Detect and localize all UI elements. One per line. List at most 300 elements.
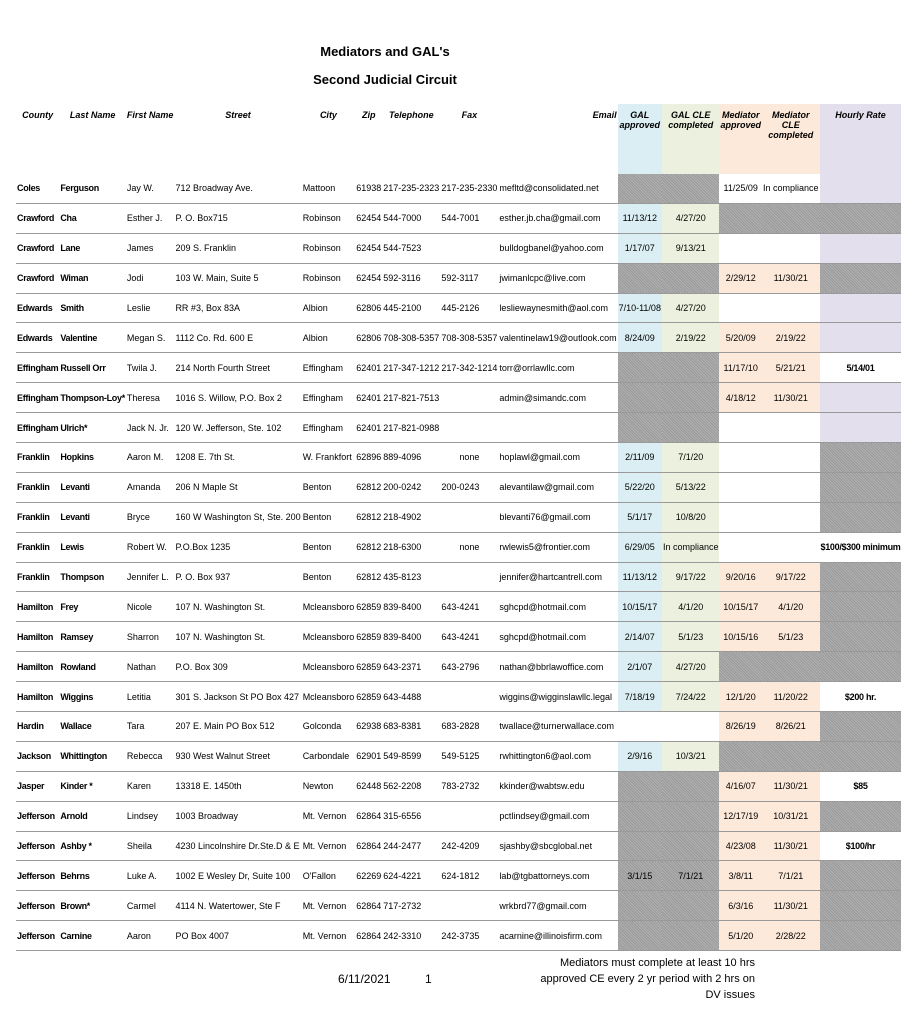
- table-row: [16, 413, 901, 443]
- cell-hourly-rate: [820, 443, 901, 473]
- cell-mediator-approved: 4/16/07: [719, 771, 762, 801]
- cell-gal-cle: [662, 891, 720, 921]
- cell-gal-approved: 6/29/05: [618, 532, 662, 562]
- cell-zip: 62812: [355, 472, 382, 502]
- cell-county: Franklin: [16, 443, 59, 473]
- cell-street: 103 W. Main, Suite 5: [174, 263, 301, 293]
- cell-telephone: 889-4096: [382, 443, 440, 473]
- cell-mediator-approved: 12/1/20: [719, 682, 762, 712]
- cell-first-name: Jack N. Jr.: [126, 413, 175, 443]
- cell-street: P.O.Box 1235: [174, 532, 301, 562]
- table-row: [16, 353, 901, 383]
- cell-gal-cle: [662, 771, 720, 801]
- cell-email: kkinder@wabtsw.edu: [498, 771, 617, 801]
- cell-city: Robinson: [302, 263, 356, 293]
- cell-first-name: Esther J.: [126, 203, 175, 233]
- cell-street: PO Box 4007: [174, 921, 301, 951]
- cell-gal-approved: 7/18/19: [618, 682, 662, 712]
- cell-city: Mt. Vernon: [302, 921, 356, 951]
- table-row: [16, 502, 901, 532]
- cell-gal-approved: [618, 383, 662, 413]
- cell-mediator-cle: [762, 652, 820, 682]
- cell-street: 209 S. Franklin: [174, 233, 301, 263]
- document-title: Mediators and GAL's: [320, 44, 450, 59]
- cell-gal-cle: 4/1/20: [662, 592, 720, 622]
- cell-fax: [440, 502, 498, 532]
- cell-street: 206 N Maple St: [174, 472, 301, 502]
- cell-first-name: Leslie: [126, 293, 175, 323]
- cell-mediator-cle: [762, 203, 820, 233]
- cell-gal-cle: [662, 712, 720, 742]
- cell-street: 107 N. Washington St.: [174, 592, 301, 622]
- cell-last-name: Levanti: [59, 502, 126, 532]
- cell-gal-approved: [618, 263, 662, 293]
- cell-last-name: Brown*: [59, 891, 126, 921]
- cell-zip: 62864: [355, 801, 382, 831]
- cell-zip: 62454: [355, 203, 382, 233]
- cell-telephone: 643-4488: [382, 682, 440, 712]
- cell-first-name: Luke A.: [126, 861, 175, 891]
- cell-county: Jasper: [16, 771, 59, 801]
- cell-fax: [440, 233, 498, 263]
- cell-mediator-cle: [762, 293, 820, 323]
- cell-fax: [440, 562, 498, 592]
- cell-email: lab@tgbattorneys.com: [498, 861, 617, 891]
- cell-gal-cle: [662, 174, 720, 203]
- cell-street: 107 N. Washington St.: [174, 622, 301, 652]
- cell-hourly-rate: [820, 383, 901, 413]
- cell-zip: 62859: [355, 592, 382, 622]
- cell-street: 1208 E. 7th St.: [174, 443, 301, 473]
- cell-county: Hamilton: [16, 682, 59, 712]
- table-row: [16, 263, 901, 293]
- cell-hourly-rate: [820, 502, 901, 532]
- cell-last-name: Frey: [59, 592, 126, 622]
- cell-last-name: Carnine: [59, 921, 126, 951]
- cell-gal-approved: 3/1/15: [618, 861, 662, 891]
- cell-mediator-approved: [719, 472, 762, 502]
- cell-last-name: Ashby *: [59, 831, 126, 861]
- table-row: [16, 293, 901, 323]
- cell-county: Jefferson: [16, 861, 59, 891]
- table-row: [16, 861, 901, 891]
- header-mediator-cle: Mediator CLE completed: [762, 104, 820, 174]
- cell-telephone: 839-8400: [382, 592, 440, 622]
- cell-hourly-rate: 5/14/01: [820, 353, 901, 383]
- cell-last-name: Kinder *: [59, 771, 126, 801]
- cell-gal-approved: 2/14/07: [618, 622, 662, 652]
- cell-fax: [440, 891, 498, 921]
- cell-mediator-cle: 11/30/21: [762, 891, 820, 921]
- cell-street: 930 West Walnut Street: [174, 741, 301, 771]
- cell-last-name: Rowland: [59, 652, 126, 682]
- cell-first-name: James: [126, 233, 175, 263]
- cell-telephone: 218-6300: [382, 532, 440, 562]
- cell-gal-approved: [618, 353, 662, 383]
- cell-county: Hamilton: [16, 592, 59, 622]
- cell-fax: 445-2126: [440, 293, 498, 323]
- cell-first-name: Aaron M.: [126, 443, 175, 473]
- cell-mediator-approved: [719, 203, 762, 233]
- cell-street: 214 North Fourth Street: [174, 353, 301, 383]
- cell-zip: 62812: [355, 562, 382, 592]
- cell-street: 160 W Washington St, Ste. 200: [174, 502, 301, 532]
- header-email: Email: [592, 110, 617, 120]
- cell-zip: 62938: [355, 712, 382, 742]
- cell-first-name: Rebecca: [126, 741, 175, 771]
- cell-hourly-rate: [820, 413, 901, 443]
- cell-last-name: Levanti: [59, 472, 126, 502]
- cell-mediator-cle: [762, 532, 820, 562]
- cell-mediator-approved: 11/17/10: [719, 353, 762, 383]
- cell-mediator-cle: 11/30/21: [762, 263, 820, 293]
- cell-county: Hamilton: [16, 622, 59, 652]
- header-zip: Zip: [361, 110, 376, 120]
- cell-county: Jefferson: [16, 921, 59, 951]
- cell-mediator-approved: 10/15/17: [719, 592, 762, 622]
- cell-email: rwhittington6@aol.com: [498, 741, 617, 771]
- cell-street: P. O. Box 937: [174, 562, 301, 592]
- cell-mediator-cle: [762, 233, 820, 263]
- cell-fax: 592-3117: [440, 263, 498, 293]
- cell-mediator-cle: 10/31/21: [762, 801, 820, 831]
- cell-fax: 708-308-5357: [440, 323, 498, 353]
- cell-gal-cle: 4/27/20: [662, 203, 720, 233]
- cell-county: Jefferson: [16, 801, 59, 831]
- cell-mediator-approved: [719, 233, 762, 263]
- table-row: [16, 682, 901, 712]
- cell-gal-cle: [662, 921, 720, 951]
- cell-county: Crawford: [16, 233, 59, 263]
- cell-email: valentinelaw19@outlook.com: [498, 323, 617, 353]
- cell-gal-cle: [662, 353, 720, 383]
- cell-city: Mattoon: [302, 174, 356, 203]
- cell-mediator-cle: 4/1/20: [762, 592, 820, 622]
- cell-last-name: Ulrich*: [59, 413, 126, 443]
- cell-last-name: Behrns: [59, 861, 126, 891]
- cell-mediator-approved: [719, 652, 762, 682]
- cell-mediator-approved: 9/20/16: [719, 562, 762, 592]
- cell-street: P.O. Box 309: [174, 652, 301, 682]
- cell-gal-approved: [618, 174, 662, 203]
- cell-hourly-rate: [820, 323, 901, 353]
- cell-first-name: Amanda: [126, 472, 175, 502]
- cell-first-name: Karen: [126, 771, 175, 801]
- table-row: [16, 801, 901, 831]
- cell-county: Jefferson: [16, 891, 59, 921]
- cell-last-name: Wallace: [59, 712, 126, 742]
- cell-city: Mt. Vernon: [302, 891, 356, 921]
- cell-hourly-rate: [820, 622, 901, 652]
- cell-gal-cle: 7/1/21: [662, 861, 720, 891]
- cell-last-name: Russell Orr: [59, 353, 126, 383]
- cell-telephone: 200-0242: [382, 472, 440, 502]
- cell-mediator-cle: [762, 443, 820, 473]
- cell-zip: 62454: [355, 263, 382, 293]
- cell-fax: [440, 383, 498, 413]
- cell-email: blevanti76@gmail.com: [498, 502, 617, 532]
- cell-telephone: 445-2100: [382, 293, 440, 323]
- cell-hourly-rate: $100/hr: [820, 831, 901, 861]
- header-first-name: First Name: [126, 110, 174, 120]
- cell-gal-cle: [662, 801, 720, 831]
- cell-mediator-approved: [719, 443, 762, 473]
- cell-mediator-approved: 2/29/12: [719, 263, 762, 293]
- cell-street: 207 E. Main PO Box 512: [174, 712, 301, 742]
- cell-zip: 62864: [355, 921, 382, 951]
- cell-last-name: Whittington: [59, 741, 126, 771]
- cell-hourly-rate: [820, 891, 901, 921]
- cell-city: Albion: [302, 323, 356, 353]
- cell-first-name: Aaron: [126, 921, 175, 951]
- table-row: [16, 323, 901, 353]
- cell-zip: 62269: [355, 861, 382, 891]
- cell-last-name: Arnold: [59, 801, 126, 831]
- cell-mediator-cle: [762, 413, 820, 443]
- header-mediator-approved: Mediator approved: [719, 104, 762, 174]
- cell-mediator-cle: 11/20/22: [762, 682, 820, 712]
- cell-first-name: Megan S.: [126, 323, 175, 353]
- header-county: County: [22, 110, 54, 120]
- cell-hourly-rate: [820, 652, 901, 682]
- cell-mediator-cle: 5/1/23: [762, 622, 820, 652]
- cell-city: Mt. Vernon: [302, 801, 356, 831]
- cell-street: 1003 Broadway: [174, 801, 301, 831]
- cell-city: Golconda: [302, 712, 356, 742]
- cell-zip: 62401: [355, 413, 382, 443]
- cell-zip: 62806: [355, 323, 382, 353]
- cell-first-name: Jay W.: [126, 174, 175, 203]
- cell-hourly-rate: [820, 801, 901, 831]
- cell-hourly-rate: [820, 592, 901, 622]
- cell-city: Mcleansboro: [302, 682, 356, 712]
- cell-last-name: Lewis: [59, 532, 126, 562]
- cell-city: Benton: [302, 502, 356, 532]
- cell-county: Effingham: [16, 353, 59, 383]
- cell-mediator-approved: 5/1/20: [719, 921, 762, 951]
- header-row: [16, 104, 901, 174]
- cell-email: sghcpd@hotmail.com: [498, 622, 617, 652]
- cell-email: acarnine@illinoisfirm.com: [498, 921, 617, 951]
- cell-mediator-approved: 3/8/11: [719, 861, 762, 891]
- cell-first-name: Twila J.: [126, 353, 175, 383]
- cell-city: Albion: [302, 293, 356, 323]
- cell-gal-cle: 9/17/22: [662, 562, 720, 592]
- cell-zip: 62901: [355, 741, 382, 771]
- cell-hourly-rate: [820, 562, 901, 592]
- cell-gal-cle: 10/8/20: [662, 502, 720, 532]
- table-row: [16, 831, 901, 861]
- cell-email: jwimanlcpc@live.com: [498, 263, 617, 293]
- cell-first-name: Jennifer L.: [126, 562, 175, 592]
- cell-last-name: Ferguson: [59, 174, 126, 203]
- cell-gal-approved: 8/24/09: [618, 323, 662, 353]
- cell-mediator-approved: 4/18/12: [719, 383, 762, 413]
- table-row: [16, 233, 901, 263]
- cell-gal-cle: 7/1/20: [662, 443, 720, 473]
- cell-city: Effingham: [302, 413, 356, 443]
- header-street: Street: [225, 110, 251, 120]
- table-body: [16, 174, 901, 951]
- cell-gal-approved: [618, 921, 662, 951]
- cell-county: Effingham: [16, 383, 59, 413]
- cell-mediator-approved: [719, 741, 762, 771]
- cell-fax: 217-342-1214: [440, 353, 498, 383]
- cell-hourly-rate: [820, 263, 901, 293]
- cell-first-name: Nicole: [126, 592, 175, 622]
- cell-hourly-rate: $200 hr.: [820, 682, 901, 712]
- cell-email: sghcpd@hotmail.com: [498, 592, 617, 622]
- cell-street: 4230 Lincolnshire Dr.Ste.D & E: [174, 831, 301, 861]
- cell-county: Hamilton: [16, 652, 59, 682]
- cell-hourly-rate: [820, 712, 901, 742]
- cell-first-name: Theresa: [126, 383, 175, 413]
- cell-gal-cle: 10/3/21: [662, 741, 720, 771]
- cell-gal-approved: 10/15/17: [618, 592, 662, 622]
- cell-telephone: 839-8400: [382, 622, 440, 652]
- cell-telephone: 544-7000: [382, 203, 440, 233]
- cell-zip: 62864: [355, 891, 382, 921]
- cell-county: Franklin: [16, 472, 59, 502]
- cell-telephone: 435-8123: [382, 562, 440, 592]
- cell-street: 1002 E Wesley Dr, Suite 100: [174, 861, 301, 891]
- cell-mediator-approved: 4/23/08: [719, 831, 762, 861]
- table-row: [16, 562, 901, 592]
- cell-gal-approved: [618, 831, 662, 861]
- cell-zip: 62859: [355, 652, 382, 682]
- cell-telephone: 562-2208: [382, 771, 440, 801]
- table-row: [16, 741, 901, 771]
- cell-telephone: 244-2477: [382, 831, 440, 861]
- cell-city: Mcleansboro: [302, 592, 356, 622]
- cell-zip: 62812: [355, 532, 382, 562]
- cell-mediator-cle: 2/19/22: [762, 323, 820, 353]
- cell-mediator-approved: [719, 532, 762, 562]
- header-fax: Fax: [461, 110, 478, 120]
- cell-mediator-cle: In compliance: [762, 174, 820, 203]
- cell-mediator-cle: [762, 502, 820, 532]
- cell-email: bulldogbanel@yahoo.com: [498, 233, 617, 263]
- cell-gal-approved: 2/11/09: [618, 443, 662, 473]
- cell-hourly-rate: [820, 174, 901, 203]
- cell-first-name: Tara: [126, 712, 175, 742]
- footer-note: Mediators must complete at least 10 hrs approved CE every 2 yr period with 2 hrs on DV issues: [540, 957, 755, 1001]
- cell-email: [498, 413, 617, 443]
- cell-gal-cle: 4/27/20: [662, 652, 720, 682]
- cell-gal-cle: 5/13/22: [662, 472, 720, 502]
- cell-fax: 643-2796: [440, 652, 498, 682]
- cell-last-name: Smith: [59, 293, 126, 323]
- cell-telephone: 683-8381: [382, 712, 440, 742]
- mediators-table: [16, 104, 901, 951]
- cell-gal-cle: 9/13/21: [662, 233, 720, 263]
- cell-zip: 62401: [355, 383, 382, 413]
- cell-fax: none: [440, 532, 498, 562]
- cell-email: esther.jb.cha@gmail.com: [498, 203, 617, 233]
- cell-county: Crawford: [16, 263, 59, 293]
- cell-first-name: Robert W.: [126, 532, 175, 562]
- header-last-name: Last Name: [69, 110, 116, 120]
- cell-fax: none: [440, 443, 498, 473]
- cell-last-name: Thompson-Loy*: [59, 383, 126, 413]
- cell-mediator-cle: 7/1/21: [762, 861, 820, 891]
- cell-telephone: 217-821-7513: [382, 383, 440, 413]
- cell-gal-approved: [618, 712, 662, 742]
- cell-street: 712 Broadway Ave.: [174, 174, 301, 203]
- cell-city: Newton: [302, 771, 356, 801]
- cell-telephone: 549-8599: [382, 741, 440, 771]
- cell-street: 4114 N. Watertower, Ste F: [174, 891, 301, 921]
- cell-email: nathan@bbrlawoffice.com: [498, 652, 617, 682]
- cell-county: Hardin: [16, 712, 59, 742]
- cell-fax: [440, 413, 498, 443]
- cell-fax: 643-4241: [440, 592, 498, 622]
- table-row: [16, 443, 901, 473]
- cell-fax: 624-1812: [440, 861, 498, 891]
- cell-email: pctlindsey@gmail.com: [498, 801, 617, 831]
- cell-mediator-cle: 2/28/22: [762, 921, 820, 951]
- cell-telephone: 708-308-5357: [382, 323, 440, 353]
- cell-gal-cle: [662, 383, 720, 413]
- cell-gal-approved: 7/10-11/08: [618, 293, 662, 323]
- cell-first-name: Letitia: [126, 682, 175, 712]
- cell-zip: 62806: [355, 293, 382, 323]
- cell-email: wiggins@wigginslawllc.legal: [498, 682, 617, 712]
- cell-zip: 61938: [355, 174, 382, 203]
- table-row: [16, 712, 901, 742]
- cell-gal-approved: 5/22/20: [618, 472, 662, 502]
- cell-county: Effingham: [16, 413, 59, 443]
- cell-fax: 200-0243: [440, 472, 498, 502]
- cell-last-name: Cha: [59, 203, 126, 233]
- cell-zip: 62448: [355, 771, 382, 801]
- cell-city: Robinson: [302, 203, 356, 233]
- cell-zip: 62454: [355, 233, 382, 263]
- cell-county: Franklin: [16, 562, 59, 592]
- cell-city: Benton: [302, 562, 356, 592]
- cell-mediator-approved: [719, 413, 762, 443]
- cell-email: sjashby@sbcglobal.net: [498, 831, 617, 861]
- cell-gal-cle: 5/1/23: [662, 622, 720, 652]
- cell-fax: 643-4241: [440, 622, 498, 652]
- cell-gal-approved: 2/9/16: [618, 741, 662, 771]
- header-gal-cle: GAL CLE completed: [662, 104, 720, 174]
- header-gal-approved: GAL approved: [618, 104, 662, 174]
- table-row: [16, 622, 901, 652]
- cell-county: Edwards: [16, 323, 59, 353]
- cell-mediator-approved: 12/17/19: [719, 801, 762, 831]
- cell-gal-approved: [618, 771, 662, 801]
- table-row: [16, 921, 901, 951]
- cell-gal-cle: 2/19/22: [662, 323, 720, 353]
- cell-telephone: 643-2371: [382, 652, 440, 682]
- cell-mediator-cle: 11/30/21: [762, 831, 820, 861]
- cell-hourly-rate: [820, 921, 901, 951]
- cell-fax: [440, 682, 498, 712]
- cell-email: admin@simandc.com: [498, 383, 617, 413]
- cell-email: lesliewaynesmith@aol.com: [498, 293, 617, 323]
- table-row: [16, 383, 901, 413]
- cell-zip: 62896: [355, 443, 382, 473]
- cell-street: 1112 Co. Rd. 600 E: [174, 323, 301, 353]
- cell-telephone: 717-2732: [382, 891, 440, 921]
- header-telephone: Telephone: [388, 110, 434, 120]
- cell-gal-approved: 2/1/07: [618, 652, 662, 682]
- cell-county: Jefferson: [16, 831, 59, 861]
- cell-gal-cle: In compliance: [662, 532, 720, 562]
- cell-gal-approved: 11/13/12: [618, 203, 662, 233]
- cell-telephone: 217-347-1212: [382, 353, 440, 383]
